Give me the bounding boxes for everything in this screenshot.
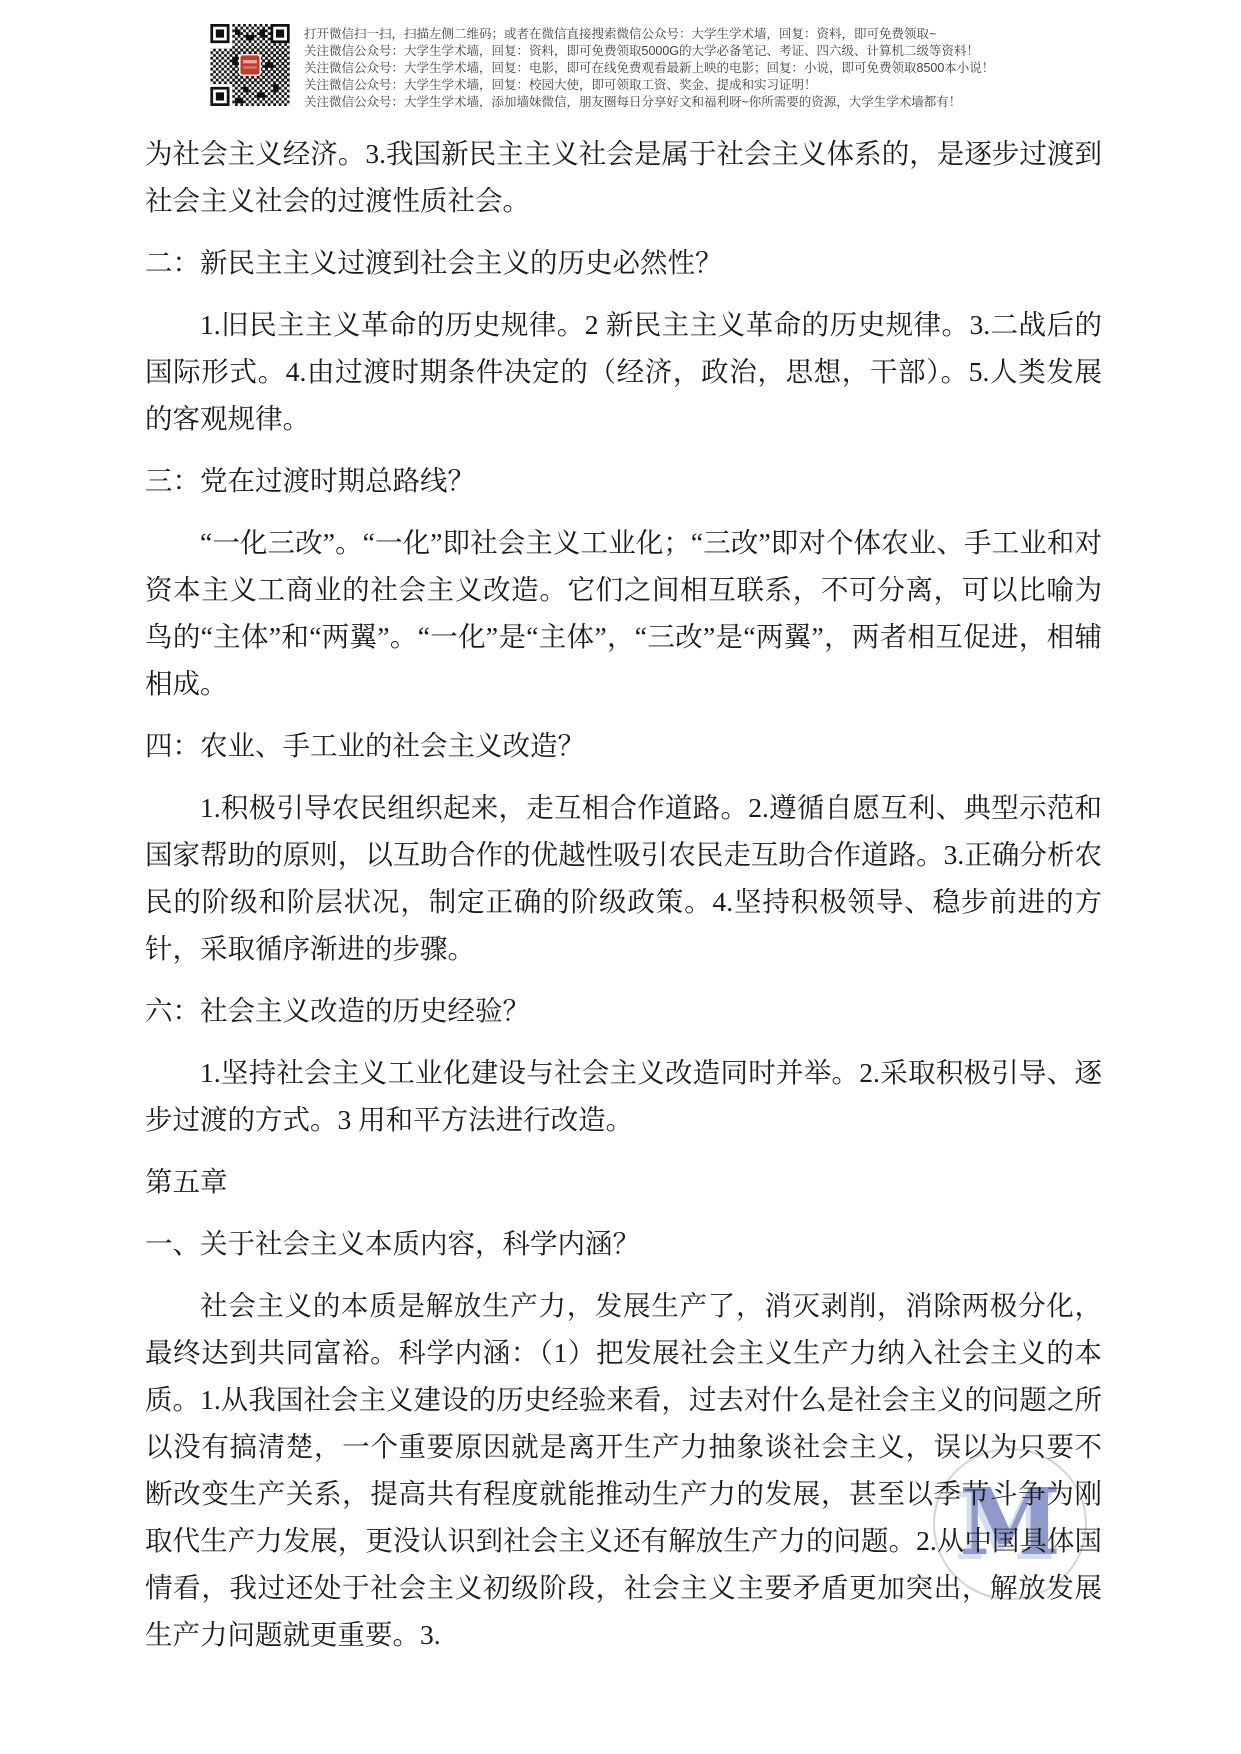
- paragraph: 1.旧民主主义革命的历史规律。2 新民主主义革命的历史规律。3.二战后的国际形式。4.由过渡时期条件决定的（经济，政治，思想，干部）。5.人类发展的客观规律。: [145, 309, 1102, 434]
- promo-line: 关注微信公众号：大学生学术墙，回复：资料，即可免费领取5000G的大学必备笔记、考证、四六级、计算机二级等资料！: [304, 44, 980, 58]
- paragraph: 1.坚持社会主义工业化建设与社会主义改造同时并举。2.采取积极引导、逐步过渡的方式。3 用和平方法进行改造。: [145, 1057, 1102, 1135]
- section-heading: 一、关于社会主义本质内容，科学内涵？: [145, 1228, 640, 1259]
- paragraph: 为社会主义经济。3.我国新民主主义社会是属于社会主义体系的，是逐步过渡到社会主义社会的过渡性质社会。: [145, 138, 1102, 216]
- promo-line: 关注微信公众号：大学生学术墙，添加墙妹微信，朋友圈每日分享好文和福利呀~你所需要的资源，大学生学术墙都有！: [304, 95, 962, 109]
- section-heading: 六：社会主义改造的历史经验？: [145, 995, 530, 1026]
- promo-line: 关注微信公众号：大学生学术墙，回复：电影，即可在线免费观看最新上映的电影；回复：小说，即可免费领取8500本小说！: [304, 61, 995, 75]
- promo-line: 关注微信公众号：大学生学术墙，回复：校园大使，即可领取工资、奖金、提成和实习证明！: [304, 78, 817, 92]
- paragraph: “一化三改”。“一化”即社会主义工业化；“三改”即对个体农业、手工业和对资本主义工商业的社会主义改造。它们之间相互联系，不可分离，可以比喻为鸟的“主体”和“两翼”。“一化”是“主体”，“三改”是“两翼”，两者相互促进，相辅相成。: [145, 527, 1102, 699]
- wechat-qr-code-icon: [210, 24, 290, 106]
- section-heading: 四：农业、手工业的社会主义改造？: [145, 730, 585, 761]
- promo-text-block: [304, 24, 994, 111]
- section-heading: 二：新民主主义过渡到社会主义的历史必然性？: [145, 247, 723, 278]
- section-heading: 三：党在过渡时期总路线？: [145, 465, 475, 496]
- qr-code-graphic: [210, 24, 290, 106]
- chapter-heading: 第五章: [145, 1166, 228, 1197]
- watermark-letter: M: [959, 1468, 1061, 1576]
- wechat-promo-header: [210, 24, 994, 111]
- document-body: [145, 130, 1102, 1673]
- qr-center-logo: [239, 54, 261, 76]
- paragraph: 1.积极引导农民组织起来，走互相合作道路。2.遵循自愿互利、典型示范和国家帮助的原则，以互助合作的优越性吸引农民走互助合作道路。3.正确分析农民的阶级和阶层状况，制定正确的阶级政策。4.坚持积极领导、稳步前进的方针，采取循序渐进的步骤。: [145, 792, 1102, 964]
- promo-line: 打开微信扫一扫，扫描左侧二维码；或者在微信直接搜索微信公众号：大学生学术墙，回复：资料，即可免费领取~: [304, 27, 937, 41]
- paragraph: 社会主义的本质是解放生产力，发展生产了，消灭剥削，消除两极分化，最终达到共同富裕。科学内涵：（1）把发展社会主义生产力纳入社会主义的本质。1.从我国社会主义建设的历史经验来看，过去对什么是社会主义的问题之所以没有搞清楚，一个重要原因就是离开生产力抽象谈社会主义，误以为只要不断改变生产关系，提高共有程度就能推动生产力的发展，甚至以季节斗争为刚取代生产力发展，更没认识到社会主义还有解放生产力的问题。2.从中国具体国情看，我过还处于社会主义初级阶段，社会主义主要矛盾更加突出，解放发展生产力问题就更重要。3.: [145, 1290, 1102, 1650]
